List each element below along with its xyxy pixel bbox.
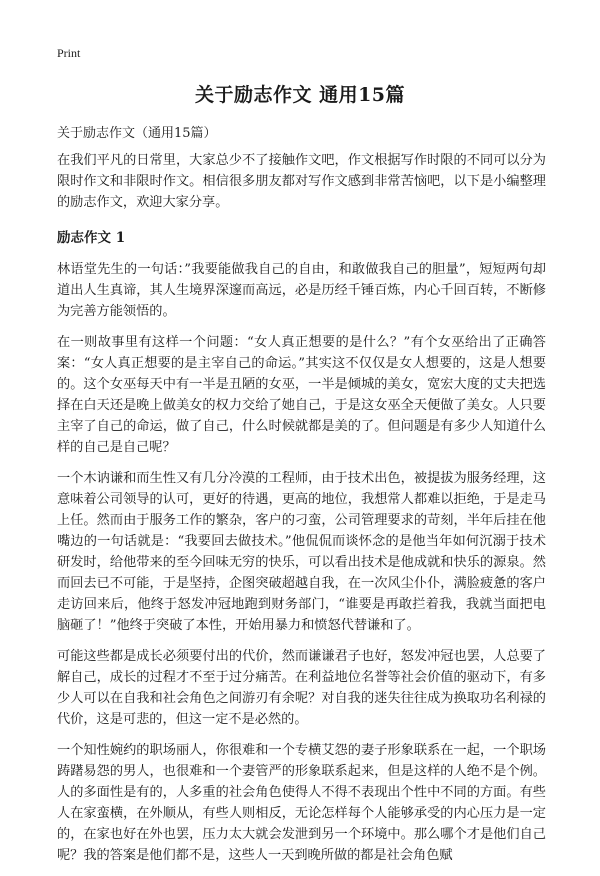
body-paragraph: 一个木讷谦和而生性又有几分冷漠的工程师，由于技术出色，被提拔为服务经理，这意味着公司领导的认可，更好的待遇，更高的地位，我想常人都难以拒绝，于是走马上任。然而由于服务工作的繁杂，客户的刁蛮，公司管理要求的苛刻，半年后挂在他嘴边的一句话就是：“我要回去做技术。”他侃侃而谈怀念的是他当年如何沉溺于技术研发时，给他带来的至今回味无穷的快乐，可以看出技术是他成就和快乐的源泉。然而回去已不可能，于是坚持，企图突破超越自我，在一次风尘仆仆，满脸疲惫的客户走访回来后，他终于怒发冲冠地跑到财务部门，“谁要是再敢拦着我，我就当面把电脑砸了！”他终于突破了本性，开始用暴力和愤怒代替谦和了。 — [57, 471, 546, 633]
article-body — [57, 150, 546, 876]
body-paragraph: 林语堂先生的一句话：”我要能做我自己的自由，和敢做我自己的胆量”，短短两句却道出人生真谛，其人生境界深邃而高远，必是历经千锤百炼，内心千回百转，不断修为完善方能领悟的。 — [57, 262, 546, 319]
section-heading: 励志作文 1 — [57, 230, 126, 246]
body-paragraph: 可能这些都是成长必须要付出的代价，然而谦谦君子也好，怒发冲冠也罢，人总要了解自己，成长的过程才不至于过分痛苦。在利益地位名誉等社会价值的驱动下，有多少人可以在自我和社会角色之间游刃有余呢？对自我的迷失往往成为换取功名利禄的代价，这是可悲的，但这一定不是必然的。 — [57, 649, 546, 727]
intro-paragraph: 在我们平凡的日常里，大家总少不了接触作文吧，作文根据写作时限的不同可以分为限时作文和非限时作文。相信很多朋友都对写作文感到非常苦恼吧，以下是小编整理的励志作文，欢迎大家分享。 — [57, 153, 546, 210]
body-paragraph: 一个知性婉约的职场丽人，你很难和一个专横艾怨的妻子形象联系在一起，一个职场踌躇易怨的男人，也很难和一个妻管严的形象联系起来，但是这样的人绝不是个例。人的多面性是有的，人多重的社会角色使得人不得不表现出个性中不同的方面。有些人在家蛮横，在外顺从，有些人则相反，无论怎样每个人能够承受的内心压力是一定的，在家也好在外也罢，压力太大就会发泄到另一个环境中。那么哪个才是他们自己呢？我的答案是他们都不是，这些人一天到晚所做的都是社会角色赋 — [57, 743, 546, 863]
page-title: 关于励志作文 通用15篇 — [194, 84, 406, 106]
print-link[interactable]: Print — [57, 46, 81, 60]
body-paragraph: 在一则故事里有这样一个问题：“女人真正想要的是什么？”有个女巫给出了正确答案：“女人真正想要的是主宰自己的命运。”其实这不仅仅是女人想要的，这是人想要的。这个女巫每天中有一半是丑陋的女巫，一半是倾城的美女，宽宏大度的丈夫把选择在白天还是晚上做美女的权力交给了她自己，于是这女巫全天便做了美女。人只要主宰了自己的命运，做了自己，什么时候就都是美的了。但问题是有多少人知道什么样的自己是自己呢？ — [57, 335, 546, 455]
document-subtitle: 关于励志作文（通用15篇） — [57, 126, 217, 141]
